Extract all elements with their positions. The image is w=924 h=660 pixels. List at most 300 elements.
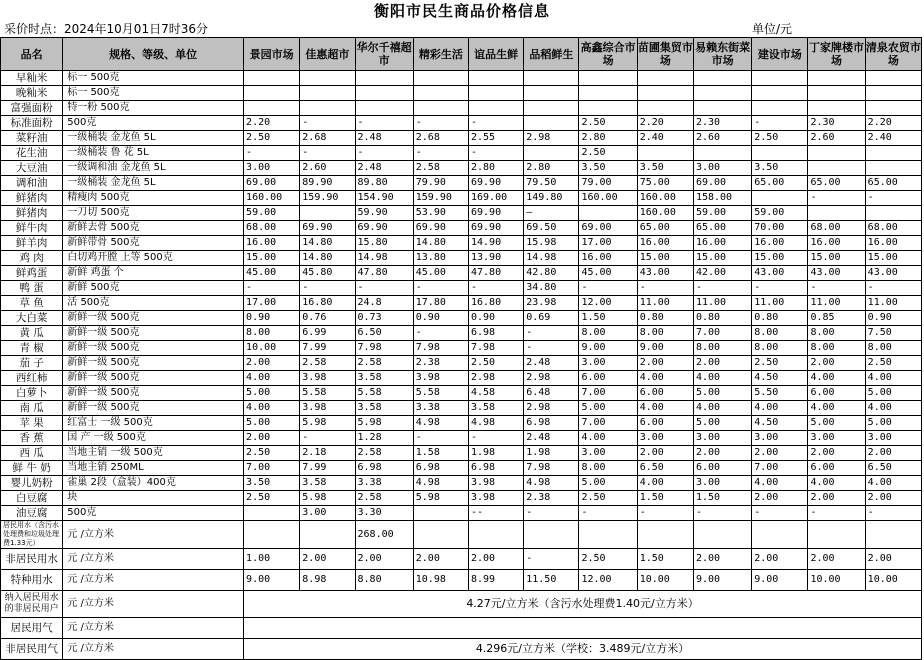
price-cell: - [300,431,355,446]
price-cell: 10.00 [637,570,693,591]
price-cell [693,146,751,161]
price-cell [865,146,921,161]
price-cell [752,146,808,161]
item-spec: 元 /立方米 [63,570,244,591]
price-cell [413,86,468,101]
price-cell: 1.98 [469,446,524,461]
price-cell [752,101,808,116]
price-cell: 2.68 [413,131,468,146]
item-name: 苹 果 [1,416,63,431]
price-cell: 65.00 [808,176,865,191]
table-row [1,386,922,401]
price-cell: 4.00 [579,431,637,446]
price-cell: - [244,146,300,161]
price-cell: 9.00 [637,341,693,356]
item-spec: 新鲜一级 500克 [63,371,244,386]
price-cell: 0.90 [865,311,921,326]
price-cell: 2.50 [579,146,637,161]
price-cell: 268.00 [355,521,413,549]
price-cell: 2.20 [244,116,300,131]
price-cell: 69.90 [469,206,524,221]
table-row [1,371,922,386]
price-cell: 0.69 [524,311,579,326]
price-cell: 45.00 [579,266,637,281]
price-cell: 0.73 [355,311,413,326]
price-cell: 3.58 [355,371,413,386]
price-cell [579,206,637,221]
item-name: 茄 子 [1,356,63,371]
table-row [1,491,922,506]
price-cell: 15.98 [524,236,579,251]
price-cell: 9.00 [579,341,637,356]
price-cell: 154.90 [355,191,413,206]
price-cell: 12.00 [579,296,637,311]
item-name: 早籼米 [1,71,63,86]
price-cell: 8.00 [244,326,300,341]
price-cell: 3.00 [865,431,921,446]
price-cell [637,86,693,101]
item-name: 白豆腐 [1,491,63,506]
item-name: 鲜猪肉 [1,206,63,221]
item-spec: 雀巢 2段（盒装）400克 [63,476,244,491]
price-cell: - [300,116,355,131]
price-cell: - [865,191,921,206]
price-cell: 6.00 [693,461,751,476]
table-row [1,71,922,86]
item-spec: 新鲜 500克 [63,281,244,296]
price-cell: 3.00 [579,356,637,371]
price-cell: 59.00 [693,206,751,221]
price-cell: 2.00 [752,446,808,461]
price-cell: - [524,341,579,356]
price-cell: 6.00 [579,371,637,386]
column-header: 易赖东街菜市场 [693,38,751,71]
price-cell: 158.00 [693,191,751,206]
price-cell: 2.58 [300,356,355,371]
price-cell: - [524,549,579,570]
item-spec: 国 产 一级 500克 [63,431,244,446]
table-row [1,341,922,356]
price-cell: 2.00 [637,356,693,371]
price-cell: 17.80 [413,296,468,311]
item-spec: 新鲜一级 500克 [63,326,244,341]
price-cell: 15.00 [637,251,693,266]
price-cell: 5.00 [808,416,865,431]
price-cell: 6.00 [637,416,693,431]
price-cell [244,101,300,116]
price-cell: 6.00 [808,461,865,476]
price-cell: 3.58 [355,401,413,416]
item-spec: 标一 500克 [63,86,244,101]
item-spec: 新鲜一级 500克 [63,311,244,326]
price-cell [808,146,865,161]
price-cell: 2.00 [752,549,808,570]
price-cell: 10.00 [808,570,865,591]
price-cell: 11.00 [865,296,921,311]
price-cell: 5.58 [355,386,413,401]
price-cell: 2.00 [637,446,693,461]
price-cell: 16.00 [808,236,865,251]
price-cell: - [355,146,413,161]
price-cell: 42.80 [524,266,579,281]
price-cell: 3.00 [752,431,808,446]
item-name: 鲜 牛 奶 [1,461,63,476]
price-cell [693,101,751,116]
price-cell: 70.00 [752,221,808,236]
item-spec: 新鲜一级 500克 [63,386,244,401]
price-cell: 14.80 [413,236,468,251]
table-row [1,311,922,326]
price-cell: 3.98 [469,491,524,506]
price-cell: 8.00 [865,341,921,356]
price-cell: 2.00 [808,491,865,506]
price-cell: 2.80 [469,161,524,176]
price-cell [693,71,751,86]
price-cell: 4.00 [693,401,751,416]
item-spec: 元 /立方米 [63,639,244,660]
price-cell: 3.50 [637,161,693,176]
merged-price-cell [244,618,922,639]
price-cell: 5.00 [579,401,637,416]
item-spec: 一级桶装 鲁 花 5L [63,146,244,161]
price-cell: 17.00 [579,236,637,251]
price-cell: - [693,281,751,296]
price-cell [524,521,579,549]
item-spec: 特一粉 500克 [63,101,244,116]
price-cell: 0.80 [693,311,751,326]
price-cell: - [637,506,693,521]
price-cell: - [808,506,865,521]
price-cell [808,521,865,549]
price-cell: 2.00 [752,491,808,506]
item-name: 鲜猪肉 [1,191,63,206]
price-cell: 2.00 [355,549,413,570]
price-cell: 69.00 [693,176,751,191]
price-cell [300,71,355,86]
price-cell: 2.58 [355,446,413,461]
price-cell: - [865,281,921,296]
price-cell: 159.90 [413,191,468,206]
item-spec: 新鲜带骨 500克 [63,236,244,251]
price-cell: 9.00 [693,570,751,591]
item-name: 西红柿 [1,371,63,386]
price-cell: 160.00 [579,191,637,206]
table-row [1,356,922,371]
item-spec: 新鲜一级 500克 [63,341,244,356]
price-cell: 1.58 [413,446,468,461]
price-cell [524,86,579,101]
price-cell: 69.50 [524,221,579,236]
price-cell: 160.00 [637,191,693,206]
table-row [1,416,922,431]
price-cell: 6.98 [469,461,524,476]
price-cell: 5.98 [413,491,468,506]
price-cell [693,86,751,101]
price-cell: - [413,326,468,341]
price-cell: 1.50 [637,491,693,506]
price-cell [244,71,300,86]
price-cell: 3.00 [808,431,865,446]
item-spec: 500克 [63,116,244,131]
price-cell: 23.98 [524,296,579,311]
price-cell [244,506,300,521]
price-cell: 2.00 [693,549,751,570]
price-cell: 7.98 [413,341,468,356]
column-header: 品稻鲜生 [524,38,579,71]
column-header: 品名 [1,38,63,71]
price-cell: 2.98 [524,371,579,386]
price-cell: 8.00 [579,461,637,476]
price-cell: 59.00 [244,206,300,221]
price-cell: 5.58 [300,386,355,401]
price-cell [865,521,921,549]
price-cell: 6.98 [413,461,468,476]
price-cell: 2.80 [579,131,637,146]
price-cell: 1.00 [244,549,300,570]
table-row [1,570,922,591]
price-cell [637,146,693,161]
price-cell: 14.98 [524,251,579,266]
price-cell: 2.50 [244,491,300,506]
item-name: 青 椒 [1,341,63,356]
price-cell: 16.00 [579,251,637,266]
price-cell [579,86,637,101]
price-cell: 4.98 [413,416,468,431]
price-cell: 169.00 [469,191,524,206]
price-cell: 0.90 [244,311,300,326]
price-cell [637,71,693,86]
price-cell: 4.00 [865,401,921,416]
price-cell: 5.50 [752,386,808,401]
price-cell: 2.50 [752,356,808,371]
price-cell: 4.00 [693,371,751,386]
item-name: 大豆油 [1,161,63,176]
merged-price-cell: 4.27元/立方米（含污水处理费1.40元/立方米） [244,591,922,618]
price-cell [413,521,468,549]
price-cell: 2.38 [413,356,468,371]
price-cell: 2.00 [808,549,865,570]
price-cell [579,71,637,86]
price-cell: 5.00 [244,416,300,431]
price-cell: 65.00 [693,221,751,236]
price-cell: 16.00 [693,236,751,251]
item-name: 香 蕉 [1,431,63,446]
table-row [1,461,922,476]
price-cell: 11.00 [752,296,808,311]
table-row [1,236,922,251]
price-cell: 3.38 [413,401,468,416]
price-cell: 1.98 [524,446,579,461]
item-spec: 新鲜 鸡蛋 个 [63,266,244,281]
price-cell [579,521,637,549]
item-spec: 元 /立方米 [63,618,244,639]
price-cell: 4.98 [469,416,524,431]
item-name: 富强面粉 [1,101,63,116]
column-header: 高鑫综合市场 [579,38,637,71]
price-cell: 0.80 [637,311,693,326]
table-row [1,251,922,266]
price-cell: 6.48 [524,386,579,401]
price-cell: 5.98 [300,491,355,506]
price-cell: 53.90 [413,206,468,221]
price-cell: 16.00 [752,236,808,251]
price-cell: - [469,116,524,131]
price-cell: 2.50 [244,131,300,146]
price-cell: 17.00 [244,296,300,311]
table-row [1,639,922,660]
table-row [1,146,922,161]
price-cell: 1.50 [693,491,751,506]
price-cell: 3.00 [300,506,355,521]
price-cell: 4.00 [865,371,921,386]
item-name: 草 鱼 [1,296,63,311]
price-cell: 7.98 [355,341,413,356]
item-spec: 新鲜一级 500克 [63,356,244,371]
price-cell: - [413,146,468,161]
price-cell: 160.00 [637,206,693,221]
price-cell: 0.85 [808,311,865,326]
price-cell: 65.00 [637,221,693,236]
price-cell: 3.98 [469,476,524,491]
price-cell [865,161,921,176]
item-name: 鲜鸡蛋 [1,266,63,281]
item-name: 南 瓜 [1,401,63,416]
price-cell: 3.00 [693,161,751,176]
price-cell: 34.80 [524,281,579,296]
table-row [1,266,922,281]
price-cell: 16.00 [637,236,693,251]
price-cell: 1.28 [355,431,413,446]
price-cell: 65.00 [865,176,921,191]
price-cell: - [244,281,300,296]
price-cell [865,206,921,221]
price-cell: 16.80 [300,296,355,311]
price-cell: 2.50 [579,549,637,570]
price-cell [637,101,693,116]
price-cell: 7.99 [300,461,355,476]
price-cell: 6.00 [637,386,693,401]
price-cell: 4.00 [637,476,693,491]
price-cell: - [355,116,413,131]
price-cell: 4.00 [637,401,693,416]
table-row [1,401,922,416]
price-cell: 10.98 [413,570,468,591]
price-cell: 7.00 [693,326,751,341]
price-cell: 3.58 [300,476,355,491]
item-spec: 块 [63,491,244,506]
item-name: 晚籼米 [1,86,63,101]
price-cell: 5.00 [244,386,300,401]
item-name: 调和油 [1,176,63,191]
item-name: 鸭 蛋 [1,281,63,296]
table-row [1,431,922,446]
price-cell: 2.80 [524,161,579,176]
price-cell: 15.00 [808,251,865,266]
price-cell [300,206,355,221]
price-cell [244,521,300,549]
item-spec: 新鲜去骨 500克 [63,221,244,236]
price-cell: - [579,506,637,521]
table-row [1,221,922,236]
price-cell: 8.00 [752,341,808,356]
price-cell: 45.80 [300,266,355,281]
price-cell: 4.00 [244,371,300,386]
price-cell: 3.00 [579,446,637,461]
column-header: 苗圃集贸市场 [637,38,693,71]
price-cell [300,521,355,549]
price-cell: 2.00 [808,356,865,371]
column-header: 清泉农贸市场 [865,38,921,71]
price-cell [752,191,808,206]
price-cell: 79.90 [413,176,468,191]
price-cell: 0.76 [300,311,355,326]
price-cell: 8.98 [300,570,355,591]
price-cell: 69.90 [355,221,413,236]
item-name: 花生油 [1,146,63,161]
price-cell: 11.00 [808,296,865,311]
price-cell: 7.00 [244,461,300,476]
table-row [1,131,922,146]
price-cell: 5.00 [865,416,921,431]
item-spec: 标一 500克 [63,71,244,86]
price-cell: 69.00 [244,176,300,191]
price-cell: 11.00 [693,296,751,311]
price-cell: 2.60 [300,161,355,176]
price-cell: 4.50 [752,416,808,431]
price-cell: 7.00 [752,461,808,476]
price-cell: - [524,506,579,521]
price-cell: 5.00 [693,386,751,401]
table-row [1,506,922,521]
price-cell: 8.80 [355,570,413,591]
price-cell: 2.50 [752,131,808,146]
price-cell: 2.60 [693,131,751,146]
price-cell: 2.98 [524,131,579,146]
price-cell: 4.00 [865,476,921,491]
price-cell: 8.00 [752,326,808,341]
price-cell: 3.00 [693,431,751,446]
item-name: 居民用水（含污水处理费和垃圾处理费1.33元） [1,521,63,549]
price-cell: - [300,146,355,161]
price-cell: 160.00 [244,191,300,206]
page-title: 衡阳市民生商品价格信息 [373,2,550,20]
item-name: 油豆腐 [1,506,63,521]
price-cell: 45.00 [244,266,300,281]
price-cell: 7.98 [469,341,524,356]
price-cell: 9.00 [752,570,808,591]
price-cell: 14.90 [469,236,524,251]
price-cell: 10.00 [865,570,921,591]
price-cell [752,71,808,86]
price-cell [808,101,865,116]
price-cell: - [469,281,524,296]
price-cell: 3.50 [752,161,808,176]
price-cell: 3.38 [355,476,413,491]
price-cell: - [413,116,468,131]
price-cell: 2.98 [524,401,579,416]
price-cell: 5.00 [579,476,637,491]
price-cell: 4.00 [752,476,808,491]
price-cell: 4.00 [808,401,865,416]
price-cell: 4.58 [469,386,524,401]
price-cell [355,71,413,86]
price-cell: 3.98 [300,401,355,416]
price-cell: 59.00 [752,206,808,221]
item-spec: 白切鸡开膛 上等 500克 [63,251,244,266]
price-cell: 13.90 [469,251,524,266]
item-spec: 活 500克 [63,296,244,311]
item-name: 居民用气 [1,618,63,639]
